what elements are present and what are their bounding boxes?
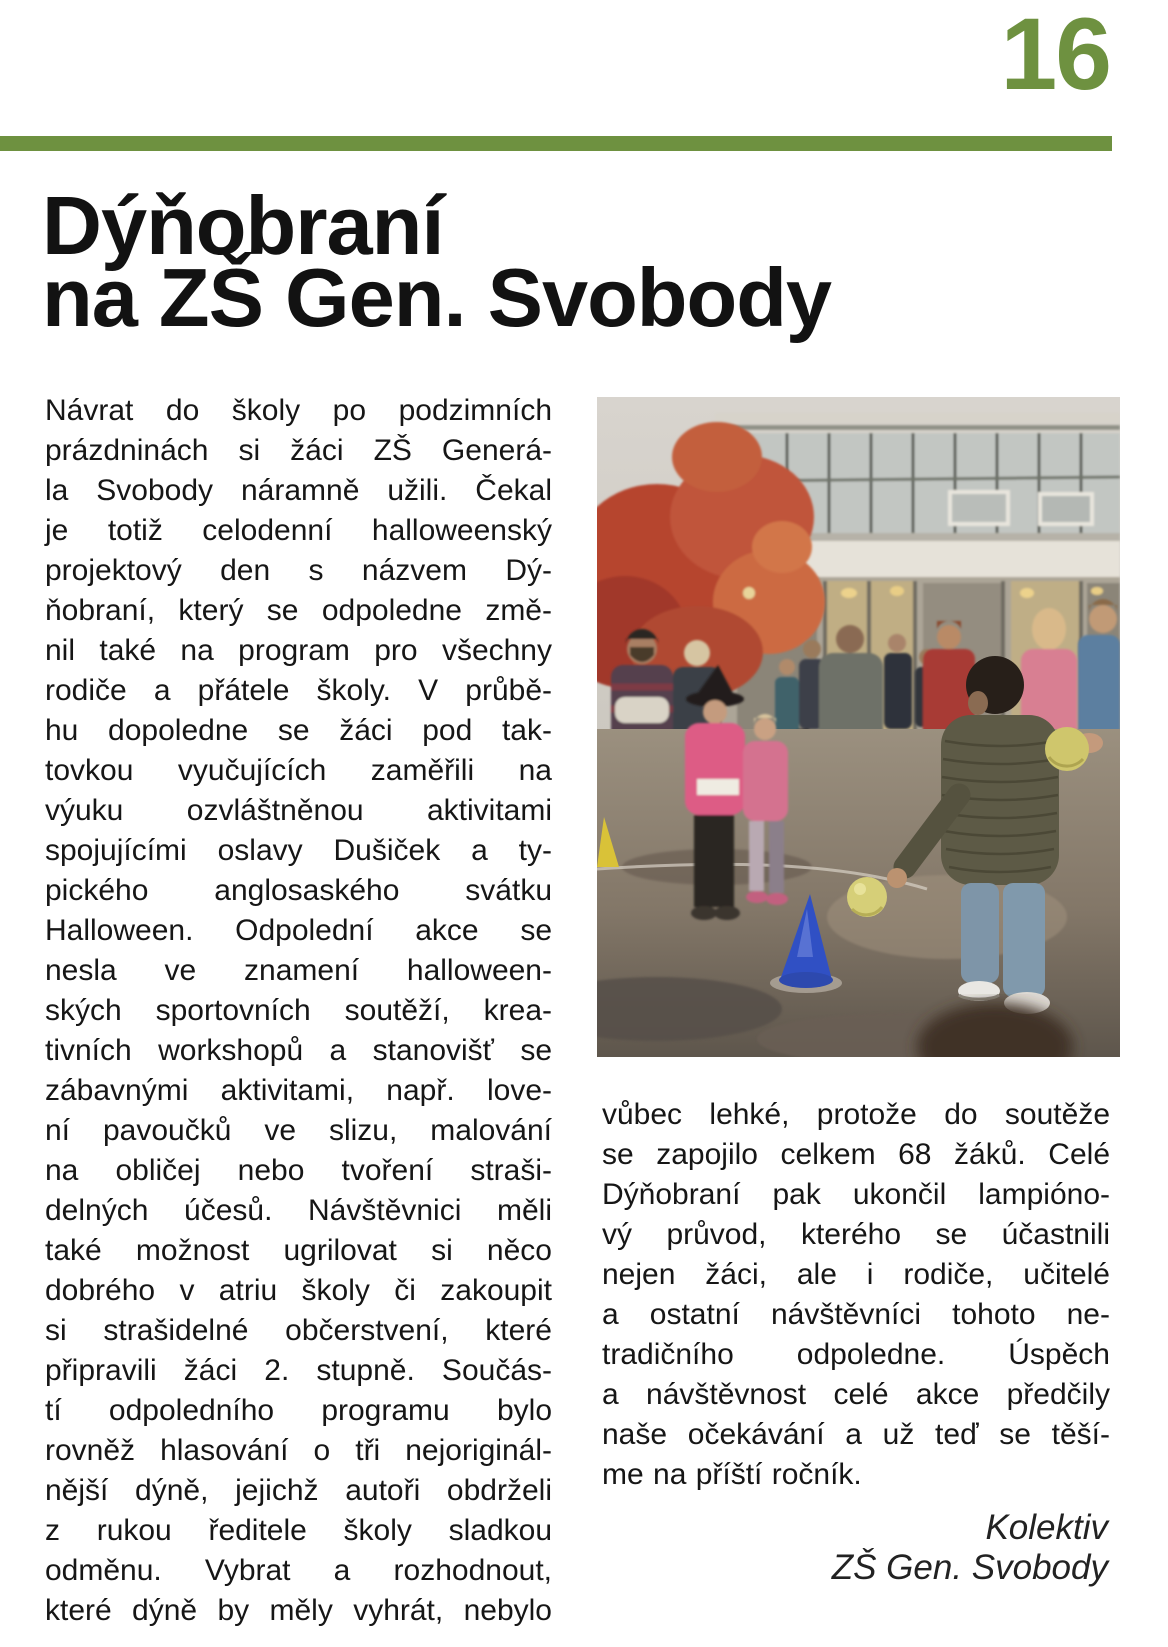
text-line: nil také na program pro všechny: [45, 634, 552, 667]
text-line: naše očekávání a už teď se těší-: [602, 1418, 1110, 1451]
right-column: [602, 1095, 1110, 1495]
text-line: nesla ve znamení halloween-: [45, 954, 552, 987]
text-line: Halloween. Odpolední akce se: [45, 914, 552, 947]
text-line: tradičního odpoledne. Úspěch: [602, 1338, 1110, 1371]
text-line: la Svobody náramně užili. Čekal: [45, 474, 552, 507]
text-line: me na příští ročník.: [602, 1458, 862, 1491]
text-line: Dýňobraní pak ukončil lampióno-: [602, 1178, 1110, 1211]
text-line: na obličej nebo tvoření straši-: [45, 1154, 552, 1187]
text-line: Dýňobraní: [42, 179, 444, 272]
text-line: Návrat do školy po podzimních: [45, 394, 552, 427]
text-line: delných účesů. Návštěvnici měli: [45, 1194, 552, 1227]
page-number: 16: [1000, 0, 1110, 111]
text-line: nější dýně, jejichž autoři obdrželi: [45, 1474, 552, 1507]
text-line: ských sportovních soutěží, krea-: [45, 994, 552, 1027]
text-line: které dýně by měly vyhrát, nebylo: [45, 1594, 552, 1627]
text-line: ňobraní, který se odpoledne změ-: [45, 594, 552, 627]
text-line: tí odpoledního programu bylo: [45, 1394, 552, 1427]
text-line: rodiče a přátele školy. V průbě-: [45, 674, 552, 707]
text-line: ní pavoučků ve slizu, malování: [45, 1114, 552, 1147]
text-line: ZŠ Gen. Svobody: [831, 1548, 1108, 1587]
text-line: odměnu. Vybrat a rozhodnout,: [45, 1554, 552, 1587]
text-line: výuku ozvláštněnou aktivitami: [45, 794, 552, 827]
text-line: spojujícími oslavy Dušiček a ty-: [45, 834, 552, 867]
left-column: [45, 391, 552, 1631]
article-title: [42, 179, 1122, 344]
text-line: vý průvod, kterého se účastnili: [602, 1218, 1110, 1251]
text-line: hu dopoledne se žáci pod tak-: [45, 714, 552, 747]
text-line: připravili žáci 2. stupně. Součás-: [45, 1354, 552, 1387]
event-photo: [597, 397, 1120, 1057]
text-line: rovněž hlasování o tři nejoriginál-: [45, 1434, 552, 1467]
text-line: zábavnými aktivitami, např. love-: [45, 1074, 552, 1107]
text-line: také možnost ugrilovat si něco: [45, 1234, 552, 1267]
text-line: Kolektiv: [985, 1508, 1108, 1547]
text-line: tivních workshopů a stanovišť se: [45, 1034, 552, 1067]
text-line: pického anglosaského svátku: [45, 874, 552, 907]
text-line: tovkou vyučujících zaměřili na: [45, 754, 552, 787]
text-line: si strašidelné občerstvení, které: [45, 1314, 552, 1347]
text-line: na ZŠ Gen. Svobody: [42, 251, 832, 344]
text-line: a ostatní návštěvníci tohoto ne-: [602, 1298, 1110, 1331]
text-line: z rukou ředitele školy sladkou: [45, 1514, 552, 1547]
text-line: projektový den s názvem Dý-: [45, 554, 552, 587]
yellow-ball: [847, 877, 887, 917]
text-line: je totiž celodenní halloweenský: [45, 514, 552, 547]
signature: [602, 1508, 1108, 1588]
divider-bar: [0, 136, 1112, 151]
text-line: dobrého v atriu školy či zakoupit: [45, 1274, 552, 1307]
text-line: a návštěvnost celé akce předčily: [602, 1378, 1110, 1411]
text-line: vůbec lehké, protože do soutěže: [602, 1098, 1110, 1131]
event-photo-graphic: [597, 397, 1120, 1057]
text-line: prázdninách si žáci ZŠ Generá-: [45, 434, 552, 467]
text-line: nejen žáci, ale i rodiče, učitelé: [602, 1258, 1110, 1291]
text-line: se zapojilo celkem 68 žáků. Celé: [602, 1138, 1110, 1171]
